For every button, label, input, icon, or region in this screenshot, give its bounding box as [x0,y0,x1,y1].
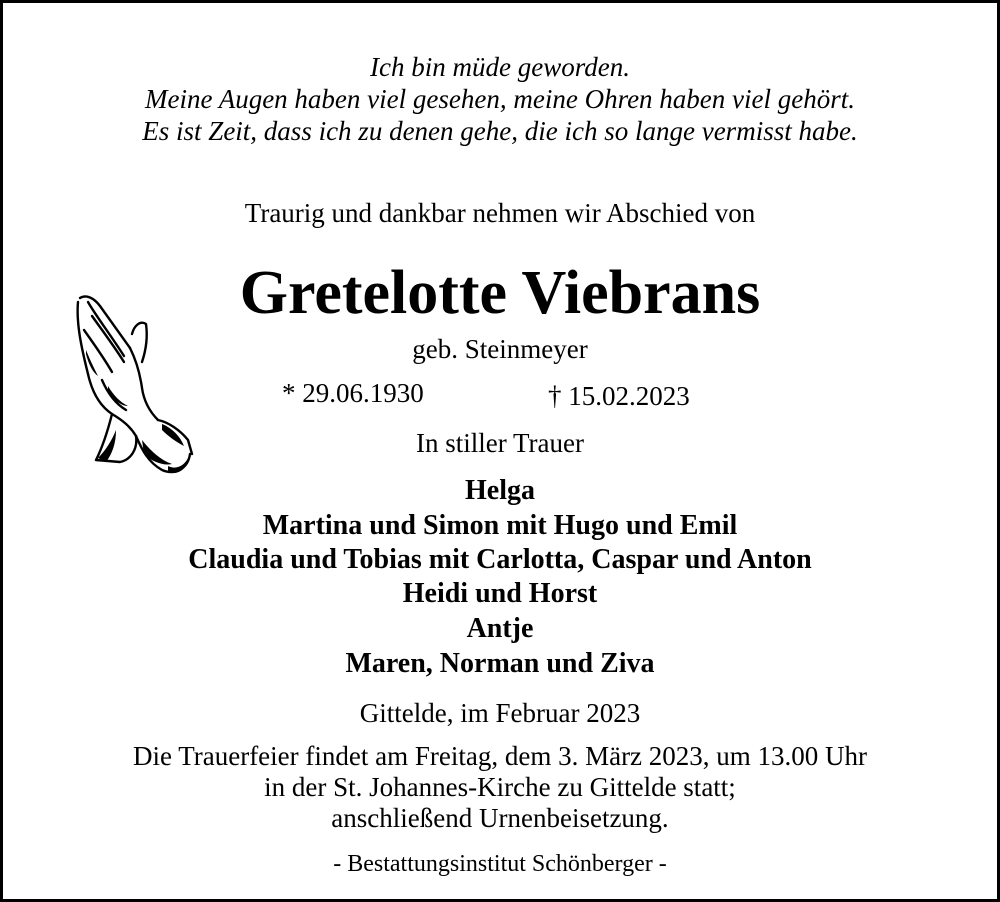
poem-line-2: Meine Augen haben viel gesehen, meine Ohren haben viel gehört. [144,84,855,114]
ceremony-line-3: anschließend Urnenbeisetzung. [331,803,669,833]
family-member: Heidi und Horst [402,578,598,609]
family-member: Helga [465,475,535,506]
poem-line-1: Ich bin müde geworden. [370,52,630,82]
family-member: Antje [466,613,534,644]
praying-hands-icon [72,290,196,480]
death-date: † 15.02.2023 [548,381,690,411]
place-date: Gittelde, im Februar 2023 [359,698,641,728]
funeral-home: - Bestattungsinstitut Schönberger - [333,851,667,877]
ceremony-line-2: in der St. Johannes-Kirche zu Gittelde statt; [264,772,736,802]
poem-line-3: Es ist Zeit, dass ich zu denen gehe, die ich so lange vermisst habe. [142,116,858,146]
intro-text: Traurig und dankbar nehmen wir Abschied von [244,198,756,228]
family-member: Maren, Norman und Ziva [345,648,655,679]
family-member: Martina und Simon mit Hugo und Emil [262,510,738,541]
ceremony-line-1: Die Trauerfeier findet am Freitag, dem 3. März 2023, um 13.00 Uhr [132,741,868,771]
family-member: Claudia und Tobias mit Carlotta, Caspar und Anton [188,544,812,575]
birth-date: * 29.06.1930 [282,378,424,408]
deceased-name: Gretelotte Viebrans [239,259,761,327]
maiden-name: geb. Steinmeyer [412,334,588,364]
mourning-text: In stiller Trauer [416,428,584,458]
